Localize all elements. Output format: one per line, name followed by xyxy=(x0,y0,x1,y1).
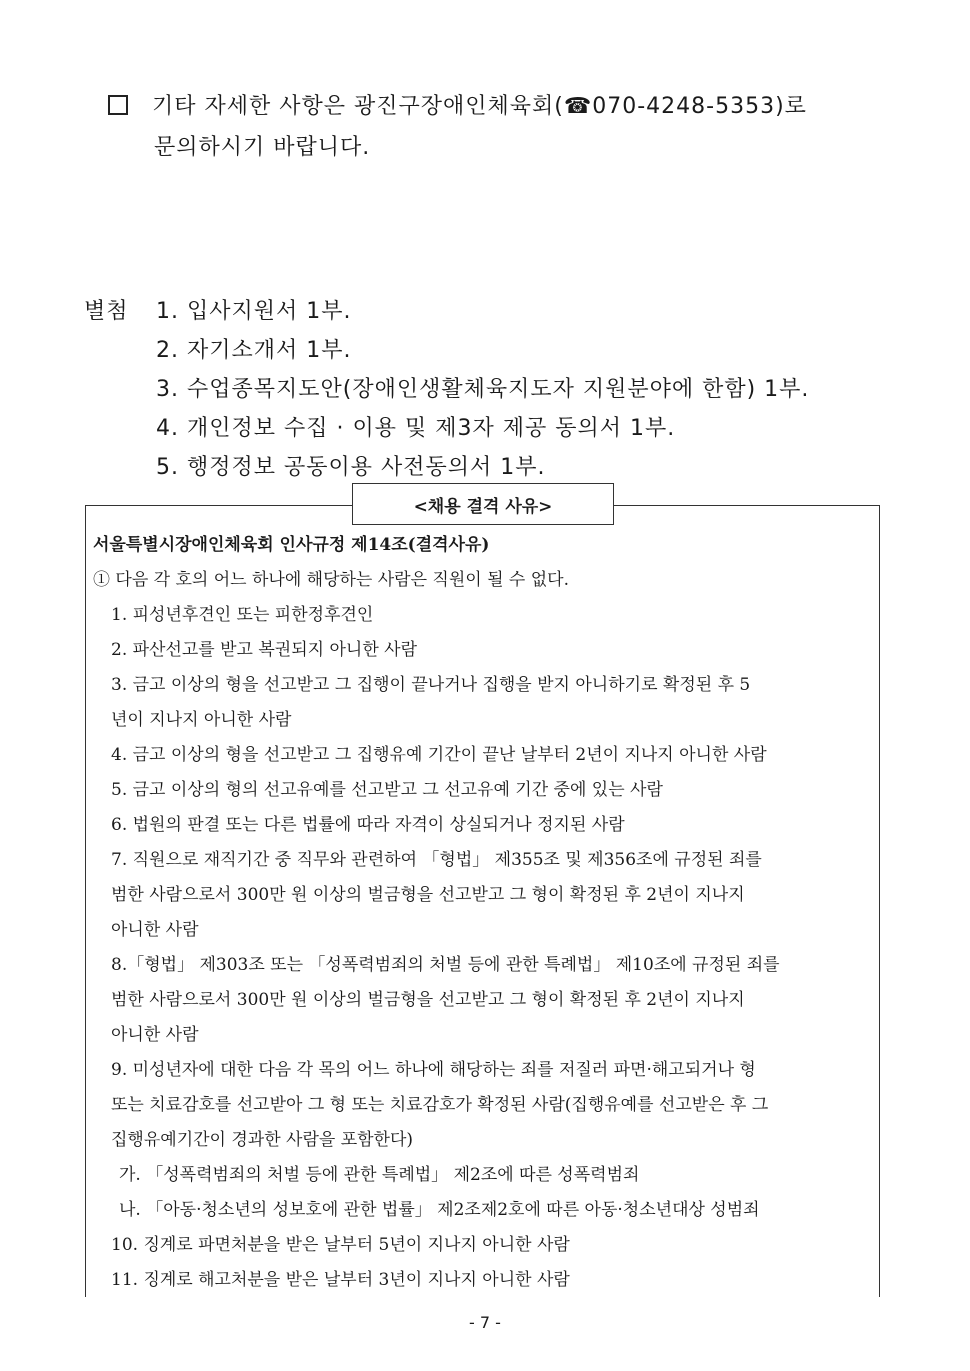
regulation-line: 아니한 사람 xyxy=(111,1025,199,1045)
attachment-row xyxy=(84,290,809,329)
regulation-subline: 나. 「아동·청소년의 성보호에 관한 법률」 제2조제2호에 따른 아동·청소년대상 성범죄 xyxy=(119,1200,760,1220)
regulation-line: 11. 징계로 해고처분을 받은 날부터 3년이 지나지 아니한 사람 xyxy=(111,1270,570,1290)
attachment-item: 1. 입사지원서 1부. xyxy=(156,299,352,324)
attachment-item: 3. 수업종목지도안(장애인생활체육지도자 지원분야에 한함) 1부. xyxy=(156,377,810,402)
regulation-line: 범한 사람으로서 300만 원 이상의 벌금형을 선고받고 그 형이 확정된 후 2년이 지나지 xyxy=(111,990,745,1010)
regulation-line: 9. 미성년자에 대한 다음 각 목의 어느 하나에 해당하는 죄를 저질러 파면·해고되거나 형 xyxy=(111,1060,756,1080)
regulation-line: 5. 금고 이상의 형의 선고유예를 선고받고 그 선고유예 기간 중에 있는 사람 xyxy=(111,780,663,800)
regulation-line: 년이 지나지 아니한 사람 xyxy=(111,710,292,730)
checkbox-icon xyxy=(108,95,128,115)
regulation-intro: ① 다음 각 호의 어느 하나에 해당하는 사람은 직원이 될 수 없다. xyxy=(93,570,569,590)
disqualification-content xyxy=(93,528,873,1298)
notice-section xyxy=(108,86,807,166)
attachment-item: 4. 개인정보 수집 · 이용 및 제3자 제공 동의서 1부. xyxy=(156,416,676,441)
box-title: <채용 결격 사유> xyxy=(352,483,614,525)
regulation-subline: 가. 「성폭력범죄의 처벌 등에 관한 특례법」 제2조에 따른 성폭력범죄 xyxy=(119,1165,640,1185)
attachment-item: 5. 행정정보 공동이용 사전동의서 1부. xyxy=(156,455,546,480)
notice-line-1 xyxy=(108,86,807,122)
attachments-section xyxy=(84,290,809,485)
regulation-line: 10. 징계로 파면처분을 받은 날부터 5년이 지나지 아니한 사람 xyxy=(111,1235,570,1255)
regulation-line: 범한 사람으로서 300만 원 이상의 벌금형을 선고받고 그 형이 확정된 후 2년이 지나지 xyxy=(111,885,745,905)
attachment-item: 2. 자기소개서 1부. xyxy=(156,338,352,363)
page-number: - 7 - xyxy=(469,1313,501,1332)
notice-text-1: 기타 자세한 사항은 광진구장애인체육회(☎070-4248-5353)로 xyxy=(152,93,807,119)
regulation-line: 2. 파산선고를 받고 복권되지 아니한 사람 xyxy=(111,640,417,660)
regulation-heading: 서울특별시장애인체육회 인사규정 제14조(결격사유) xyxy=(93,535,490,555)
regulation-line: 7. 직원으로 재직기간 중 직무와 관련하여 「형법」 제355조 및 제356조에 규정된 죄를 xyxy=(111,850,762,870)
notice-line-2: 문의하시기 바랍니다. xyxy=(154,135,371,160)
regulation-line: 8.「형법」 제303조 또는 「성폭력범죄의 처벌 등에 관한 특례법」 제10조에 규정된 죄를 xyxy=(111,955,780,975)
regulation-line: 3. 금고 이상의 형을 선고받고 그 집행이 끝나거나 집행을 받지 아니하기로 확정된 후 5 xyxy=(111,675,751,695)
attachments-label: 별첨 xyxy=(84,299,129,324)
regulation-line: 4. 금고 이상의 형을 선고받고 그 집행유예 기간이 끝난 날부터 2년이 지나지 아니한 사람 xyxy=(111,745,767,765)
regulation-line: 또는 치료감호를 선고받아 그 형 또는 치료감호가 확정된 사람(집행유예를 선고받은 후 그 xyxy=(111,1095,769,1115)
regulation-line: 6. 법원의 판결 또는 다른 법률에 따라 자격이 상실되거나 정지된 사람 xyxy=(111,815,625,835)
regulation-line: 집행유예기간이 경과한 사람을 포함한다) xyxy=(111,1130,414,1150)
regulation-line: 1. 피성년후견인 또는 피한정후견인 xyxy=(111,605,374,625)
regulation-line: 아니한 사람 xyxy=(111,920,199,940)
